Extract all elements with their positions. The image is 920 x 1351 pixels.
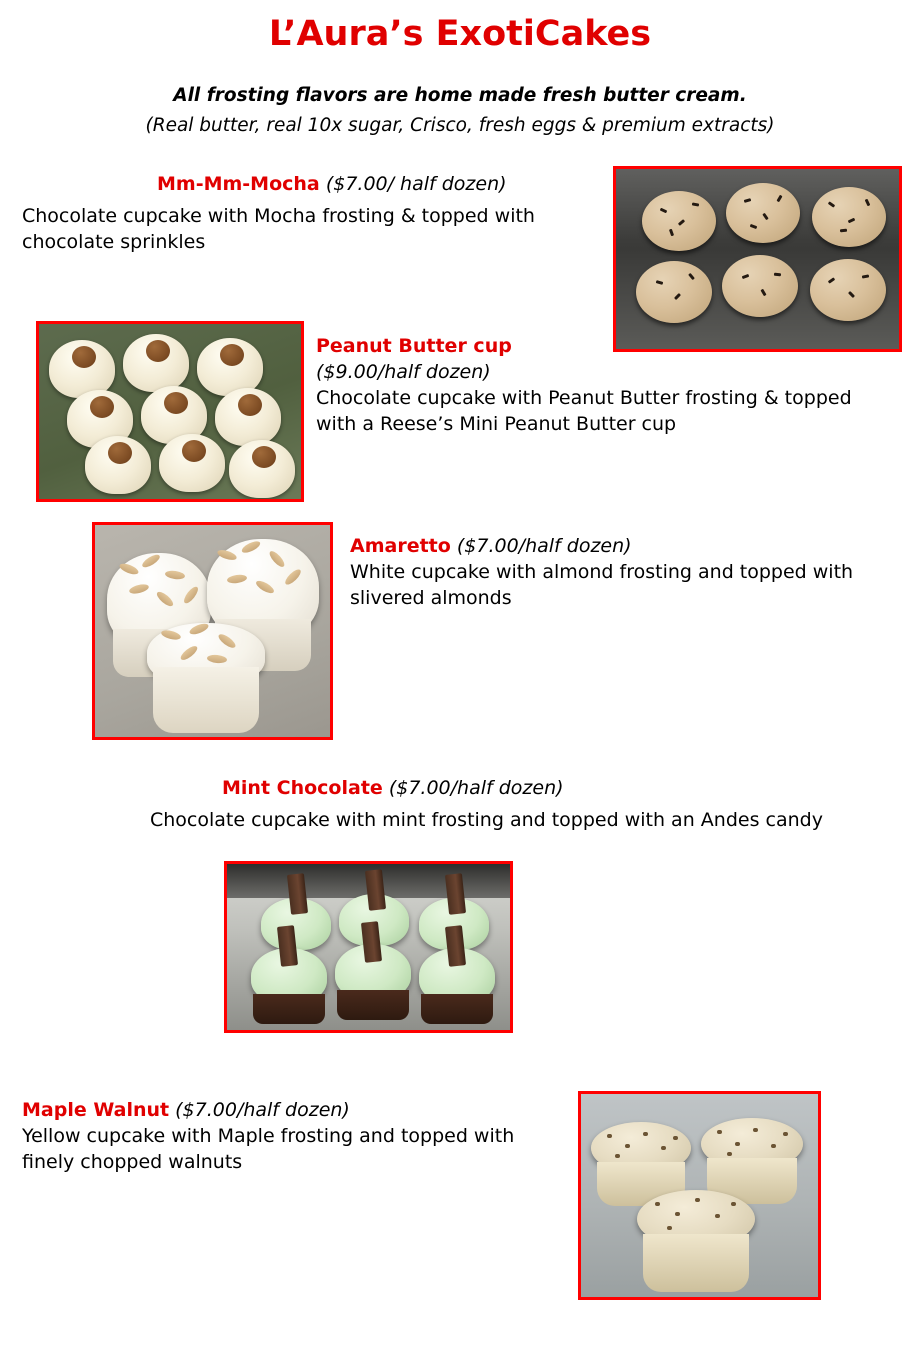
item-mint-chocolate-text [150, 775, 890, 833]
item-maple-walnut-photo [578, 1091, 821, 1300]
item-maple-walnut-desc-line1: Yellow cupcake with Maple frosting and topped with [22, 1125, 515, 1147]
item-mocha-desc-line2: chocolate sprinkles [22, 231, 206, 253]
item-peanut-butter-desc-line2: with a Reese’s Mini Peanut Butter cup [316, 413, 677, 435]
item-peanut-butter-photo [36, 321, 304, 502]
item-maple-walnut-text [22, 1097, 582, 1175]
item-maple-walnut-name: Maple Walnut [22, 1099, 170, 1121]
item-amaretto-name: Amaretto [350, 535, 451, 557]
item-mint-chocolate-desc-line1: Chocolate cupcake with mint frosting and topped with an Andes candy [150, 809, 823, 831]
item-mint-chocolate-photo [224, 861, 513, 1033]
item-mocha-desc-line1: Chocolate cupcake with Mocha frosting & topped with [22, 205, 535, 227]
item-maple-walnut-desc-line2: finely chopped walnuts [22, 1151, 243, 1173]
item-amaretto-photo [92, 522, 333, 740]
item-mocha-photo [613, 166, 902, 352]
item-peanut-butter-price: ($9.00/half dozen) [316, 361, 491, 383]
item-amaretto-desc-line1: White cupcake with almond frosting and topped with [350, 561, 854, 583]
item-peanut-butter-name: Peanut Butter cup [316, 335, 512, 357]
item-peanut-butter-text [316, 333, 896, 437]
item-amaretto-text [350, 533, 910, 611]
item-mint-chocolate-name: Mint Chocolate [222, 777, 383, 799]
item-mocha-text [22, 171, 592, 255]
item-maple-walnut-price: ($7.00/half dozen) [175, 1099, 350, 1121]
item-amaretto-desc-line2: slivered almonds [350, 587, 512, 609]
frosting-note-bold: All frosting flavors are home made fresh butter cream. [173, 85, 747, 106]
item-peanut-butter-desc-line1: Chocolate cupcake with Peanut Butter frosting & topped [316, 387, 852, 409]
page-title: L’Aura’s ExotiCakes [268, 14, 652, 54]
item-amaretto-price: ($7.00/half dozen) [456, 535, 632, 557]
item-mocha-price: ($7.00/ half dozen) [325, 173, 507, 195]
item-mint-chocolate-price: ($7.00/half dozen) [388, 777, 564, 799]
frosting-note-ingredients: (Real butter, real 10x sugar, Crisco, fresh eggs & premium extracts) [145, 115, 775, 136]
item-mocha-name: Mm-Mm-Mocha [157, 173, 320, 195]
